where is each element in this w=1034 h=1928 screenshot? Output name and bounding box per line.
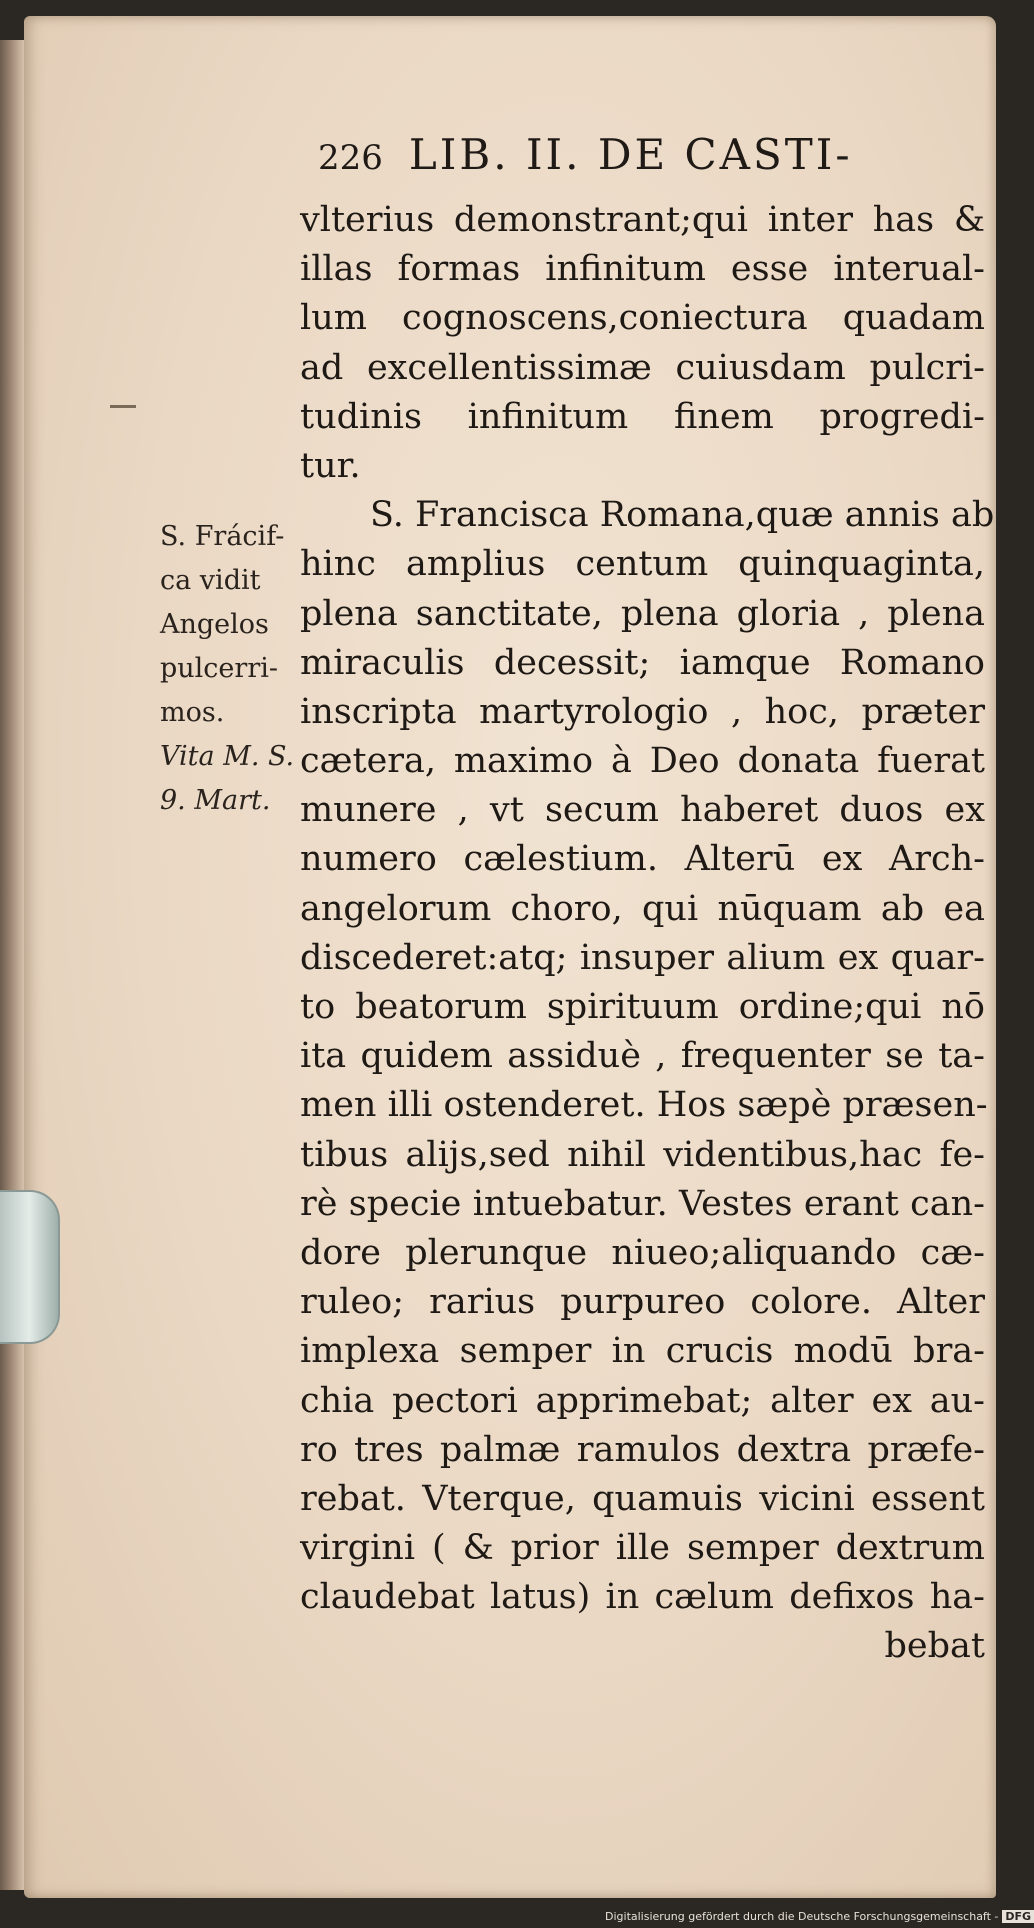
text-line: munere , vt secum haberet duos ex [300, 790, 985, 831]
marginal-note-line: S. Frácif- [160, 521, 285, 552]
dfg-logo: DFG [1002, 1910, 1034, 1923]
running-title: LIB. II. DE CASTI- [408, 130, 853, 179]
marginal-note-line: pulcerri- [160, 653, 278, 684]
marginal-note-line: ca vidit [160, 565, 261, 596]
text-line: tudinis infinitum finem progredi- [300, 396, 985, 437]
text-line: tibus alijs,sed nihil videntibus,hac fe- [300, 1134, 985, 1175]
text-line: ruleo; rarius purpureo colore. Alter [300, 1282, 985, 1323]
text-line: implexa semper in crucis modū bra- [300, 1331, 985, 1372]
text-line: men illi ostenderet. Hos sæpè præsen- [300, 1085, 988, 1126]
text-line: to beatorum spirituum ordine;qui nō [300, 987, 985, 1027]
text-line: miraculis decessit; iamque Romano [300, 642, 985, 683]
text-line: vlterius demonstrant;qui inter has & [300, 200, 985, 240]
text-line: ad excellentissimæ cuiusdam pulcri- [300, 347, 985, 388]
text-line: inscripta martyrologio , hoc, præter [300, 691, 985, 732]
main-text-block [300, 196, 995, 1672]
text-line: hinc amplius centum quinquaginta, [300, 544, 985, 585]
marginal-citation-line: Vita M. S. [160, 741, 295, 772]
page-clip [0, 1190, 60, 1344]
credit-text: Digitalisierung gefördert durch die Deutsche Forschungsgemeinschaft - [605, 1910, 999, 1923]
catchword: bebat [884, 1626, 985, 1667]
margin-mark [110, 405, 136, 408]
text-line: claudebat latus) in cælum defixos ha- [300, 1577, 985, 1618]
text-line: numero cælestium. Alterū ex Arch- [300, 839, 985, 880]
text-line: tur. [300, 445, 361, 486]
text-line: virgini ( & prior ille semper dextrum [300, 1528, 985, 1569]
text-line: illas formas infinitum esse interual- [300, 249, 985, 290]
text-line-paragraph-start: S. Francisca Romana,quæ annis ab [370, 495, 995, 536]
text-line: cætera, maximo à Deo donata fuerat [300, 741, 985, 782]
text-line: rebat. Vterque, quamuis vicini essent [300, 1478, 985, 1519]
text-line: dore plerunque niueo;aliquando cæ- [300, 1232, 985, 1273]
page-number: 226 [318, 138, 383, 178]
digitization-credit [605, 1910, 1034, 1923]
text-line: chia pectori apprimebat; alter ex au- [300, 1380, 985, 1421]
marginal-note-line: mos. [160, 697, 225, 728]
text-line: rè specie intuebatur. Vestes erant can- [300, 1183, 985, 1224]
text-line: plena sanctitate, plena gloria , plena [300, 593, 985, 634]
text-line: ro tres palmæ ramulos dextra præfe- [300, 1429, 985, 1470]
marginal-citation-line: 9. Mart. [160, 785, 271, 816]
running-header [318, 130, 998, 179]
marginal-note-line: Angelos [160, 609, 269, 640]
text-line: ita quidem assiduè , frequenter se ta- [300, 1036, 985, 1077]
text-line: angelorum choro, qui nūquam ab ea [300, 888, 985, 929]
text-line: discederet:atq; insuper alium ex quar- [300, 937, 985, 978]
text-line: lum cognoscens,coniectura quadam [300, 298, 985, 339]
